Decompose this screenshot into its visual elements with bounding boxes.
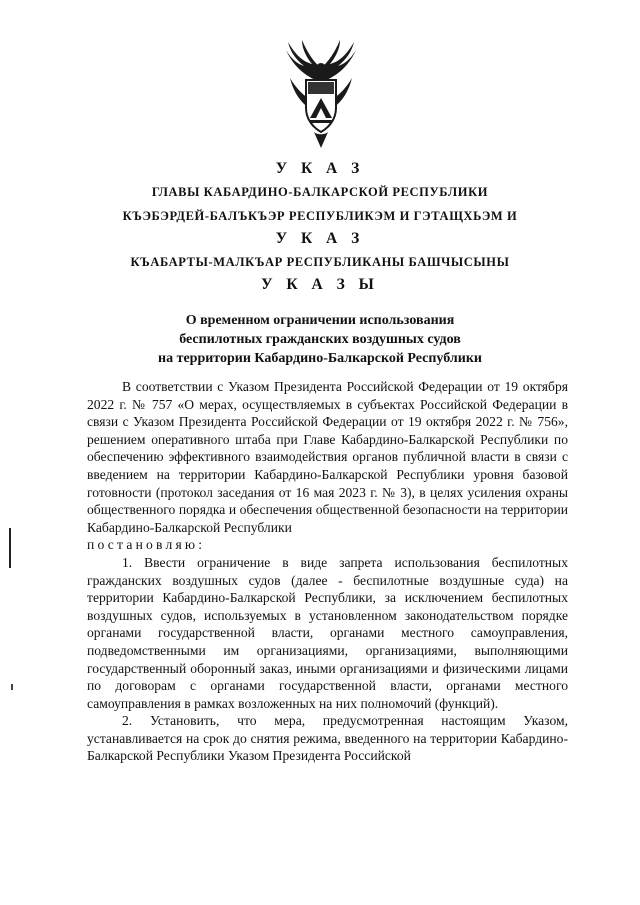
- subject-line: О временном ограничении использования: [185, 313, 455, 328]
- heading-line-ru: ГЛАВЫ КАБАРДИНО-БАЛКАРСКОЙ РЕСПУБЛИКИ: [151, 185, 489, 199]
- heading-line-krc: КЪАБАРТЫ-МАЛКЪАР РЕСПУБЛИКАНЫ БАШЧЫСЫНЫ: [130, 255, 510, 269]
- ukaz-title-krc: У К А З Ы: [261, 276, 379, 293]
- subject-line: беспилотных гражданских воздушных судов: [179, 332, 461, 347]
- preamble-paragraph: В соответствии с Указом Президента Российской Федерации от 19 октября 2022 г. № 757 «О мерах, осуществляемых в субъектах Российской Федерации в связи с Указом Президента Российской Федерации от 19 октября 2022 г. № 756», решением оперативного штаба при Главе Кабардино-Балкарской Республики по обеспечению эффективного взаимодействия органов публичной власти в связи с введением на территории Кабардино-Балкарской Республики уровня базовой готовности (протокол заседания от 16 мая 2023 г. № 3), в целях усиления охраны общественного порядка и обеспечения общественной безопасности на территории Кабардино-Балкарской Республики: [87, 379, 568, 535]
- decree-heading: [0, 158, 640, 296]
- scan-margin-tick: [11, 684, 13, 690]
- decree-word: постановляю:: [87, 537, 206, 553]
- clause-1-paragraph: 1. Ввести ограничение в виде запрета использования беспилотных гражданских воздушных судов (далее - беспилотные воздушные суда) на территории Кабардино-Балкарской Республики, за исключением беспилотных воздушных судов, используемых в установленном законодательством порядке органами государственной власти, органами местного самоуправления, подведомственными им организациями, организациями, выполняющими государственный оборонный заказ, иными организациями и физическими лицами по договорам с органами государственной власти, органами местного самоуправления в рамках возложенных на них полномочий (функций).: [87, 554, 568, 711]
- subject-line: на территории Кабардино-Балкарской Республики: [158, 351, 482, 366]
- clause-2-paragraph: 2. Установить, что мера, предусмотренная настоящим Указом, устанавливается на срок до снятия режима, введенного на территории Кабардино-Балкарской Республики Указом Президента Российской: [87, 713, 568, 764]
- ukaz-title-kbd: У К А З: [275, 230, 365, 247]
- decree-body: [87, 378, 568, 765]
- ukaz-title-ru: У К А З: [275, 160, 365, 177]
- scan-margin-mark: [9, 528, 11, 568]
- heading-line-kbd: КЪЭБЭРДЕЙ-БАЛЪКЪЭР РЕСПУБЛИКЭМ И ГЭТАЩХЬЭМ И: [122, 209, 518, 223]
- decree-subject: [0, 311, 640, 368]
- coat-of-arms-emblem: [278, 38, 364, 150]
